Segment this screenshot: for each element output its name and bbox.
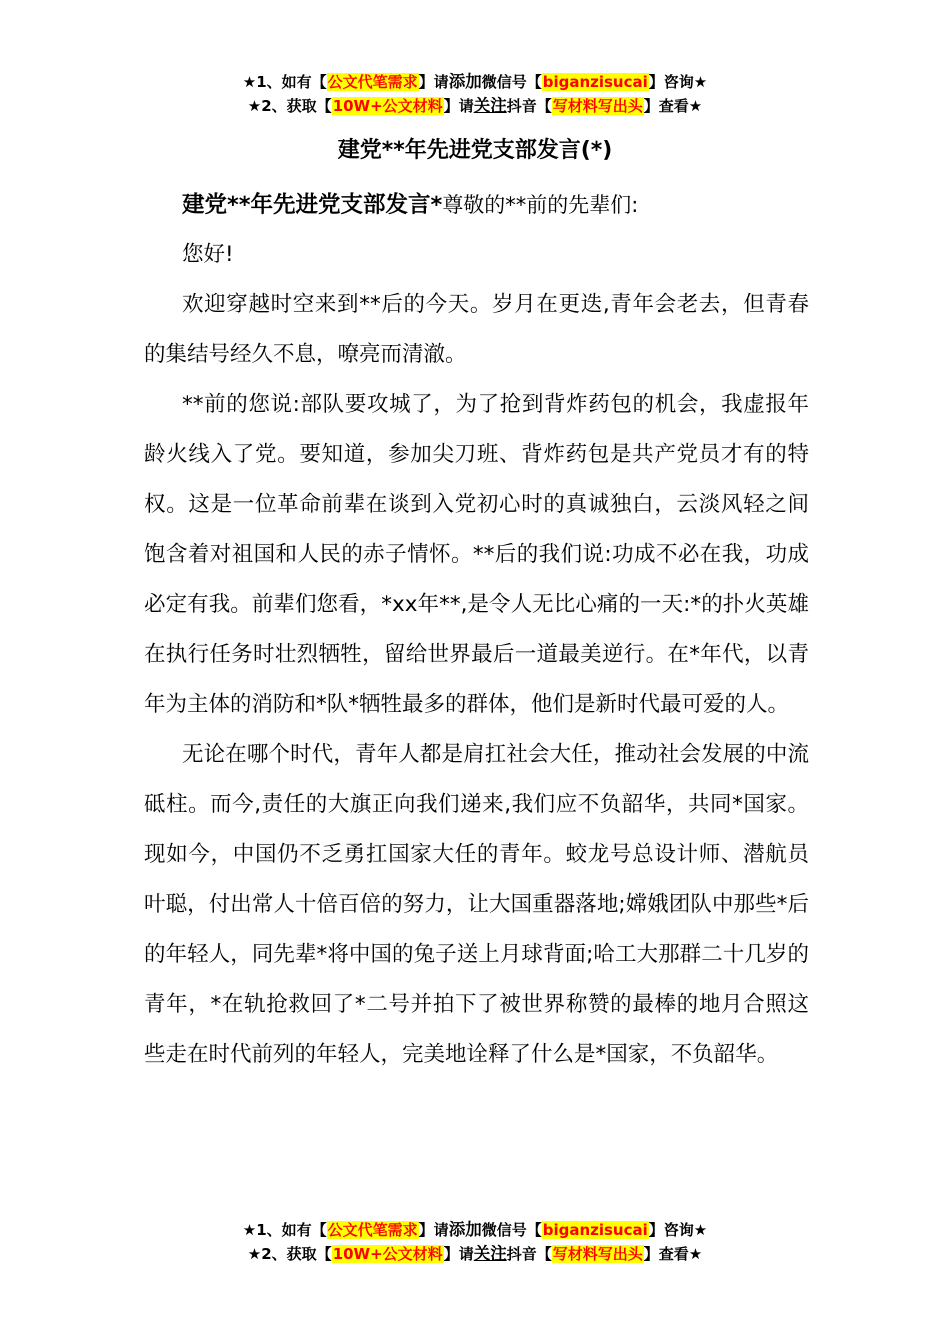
promo-text: ★1、如有【 [242, 73, 327, 91]
promo-text: 】咨询★ [648, 1221, 708, 1239]
promo-header-top [0, 70, 950, 118]
opening-line [144, 180, 809, 230]
paragraph: 欢迎穿越时空来到**后的今天。岁月在更迭,青年会老去，但青春的集结号经久不息，嘹亮而清澈。 [144, 292, 809, 367]
promo-line-2 [0, 94, 950, 118]
promo-text: 】请 [418, 1221, 449, 1239]
promo-emphasis-follow: 关注 [473, 1244, 507, 1263]
promo-highlight-service: 公文代笔需求 [327, 73, 418, 91]
promo-text: ★2、获取【 [247, 1245, 332, 1263]
promo-text: 】查看★ [643, 97, 703, 115]
promo-emphasis-add: 添加 [448, 1220, 482, 1239]
inline-heading: 建党**年先进党支部发言* [182, 192, 443, 218]
promo-text: 】查看★ [643, 1245, 703, 1263]
paragraph-greeting: 您好! [182, 242, 234, 267]
promo-highlight-wechat-id: biganzisucai [542, 73, 648, 91]
promo-text: 】咨询★ [648, 73, 708, 91]
promo-emphasis-follow: 关注 [473, 96, 507, 115]
promo-highlight-wechat-id: biganzisucai [542, 1221, 648, 1239]
promo-text: 抖音【 [506, 97, 552, 115]
promo-footer-bottom [0, 1218, 950, 1266]
document-body [144, 180, 809, 1080]
promo-highlight-materials: 10W+公文材料 [332, 1245, 443, 1263]
paragraph: 无论在哪个时代，青年人都是肩扛社会大任，推动社会发展的中流砥柱。而今,责任的大旗正向我们递来,我们应不负韶华，共同*国家。现如今，中国仍不乏勇扛国家大任的青年。蛟龙号总设计师、潜航员叶聪，付出常人十倍百倍的努力，让大国重器落地;嫦娥团队中那些*后的年轻人，同先辈*将中国的兔子送上月球背面;哈工大那群二十几岁的青年，*在轨抢救回了*二号并拍下了被世界称赞的最棒的地月合照这些走在时代前列的年轻人，完美地诠释了什么是*国家，不负韶华。 [144, 742, 809, 1067]
promo-highlight-douyin-id: 写材料写出头 [552, 1245, 643, 1263]
promo-text: 微信号【 [481, 1221, 542, 1239]
promo-text: ★1、如有【 [242, 1221, 327, 1239]
promo-line-1 [0, 1218, 950, 1242]
promo-emphasis-add: 添加 [448, 72, 482, 91]
promo-text: 】请 [443, 97, 474, 115]
promo-highlight-materials: 10W+公文材料 [332, 97, 443, 115]
promo-text: 】请 [443, 1245, 474, 1263]
promo-text: 抖音【 [506, 1245, 552, 1263]
promo-highlight-service: 公文代笔需求 [327, 1221, 418, 1239]
promo-highlight-douyin-id: 写材料写出头 [552, 97, 643, 115]
promo-line-2 [0, 1242, 950, 1266]
promo-line-1 [0, 70, 950, 94]
promo-text: ★2、获取【 [247, 97, 332, 115]
paragraph: **前的您说:部队要攻城了，为了抢到背炸药包的机会，我虚报年龄火线入了党。要知道，参加尖刀班、背炸药包是共产党员才有的特权。这是一位革命前辈在谈到入党初心时的真诚独白，云淡风轻之间饱含着对祖国和人民的赤子情怀。**后的我们说:功成不必在我，功成必定有我。前辈们您看，*xx年**,是令人无比心痛的一天:*的扑火英雄在执行任务时壮烈牺牲，留给世界最后一道最美逆行。在*年代，以青年为主体的消防和*队*牺牲最多的群体，他们是新时代最可爱的人。 [144, 392, 809, 717]
document-title: 建党**年先进党支部发言(*) [337, 138, 613, 163]
salutation: 尊敬的**前的先辈们: [442, 193, 639, 217]
promo-text: 】请 [418, 73, 449, 91]
promo-text: 微信号【 [481, 73, 542, 91]
